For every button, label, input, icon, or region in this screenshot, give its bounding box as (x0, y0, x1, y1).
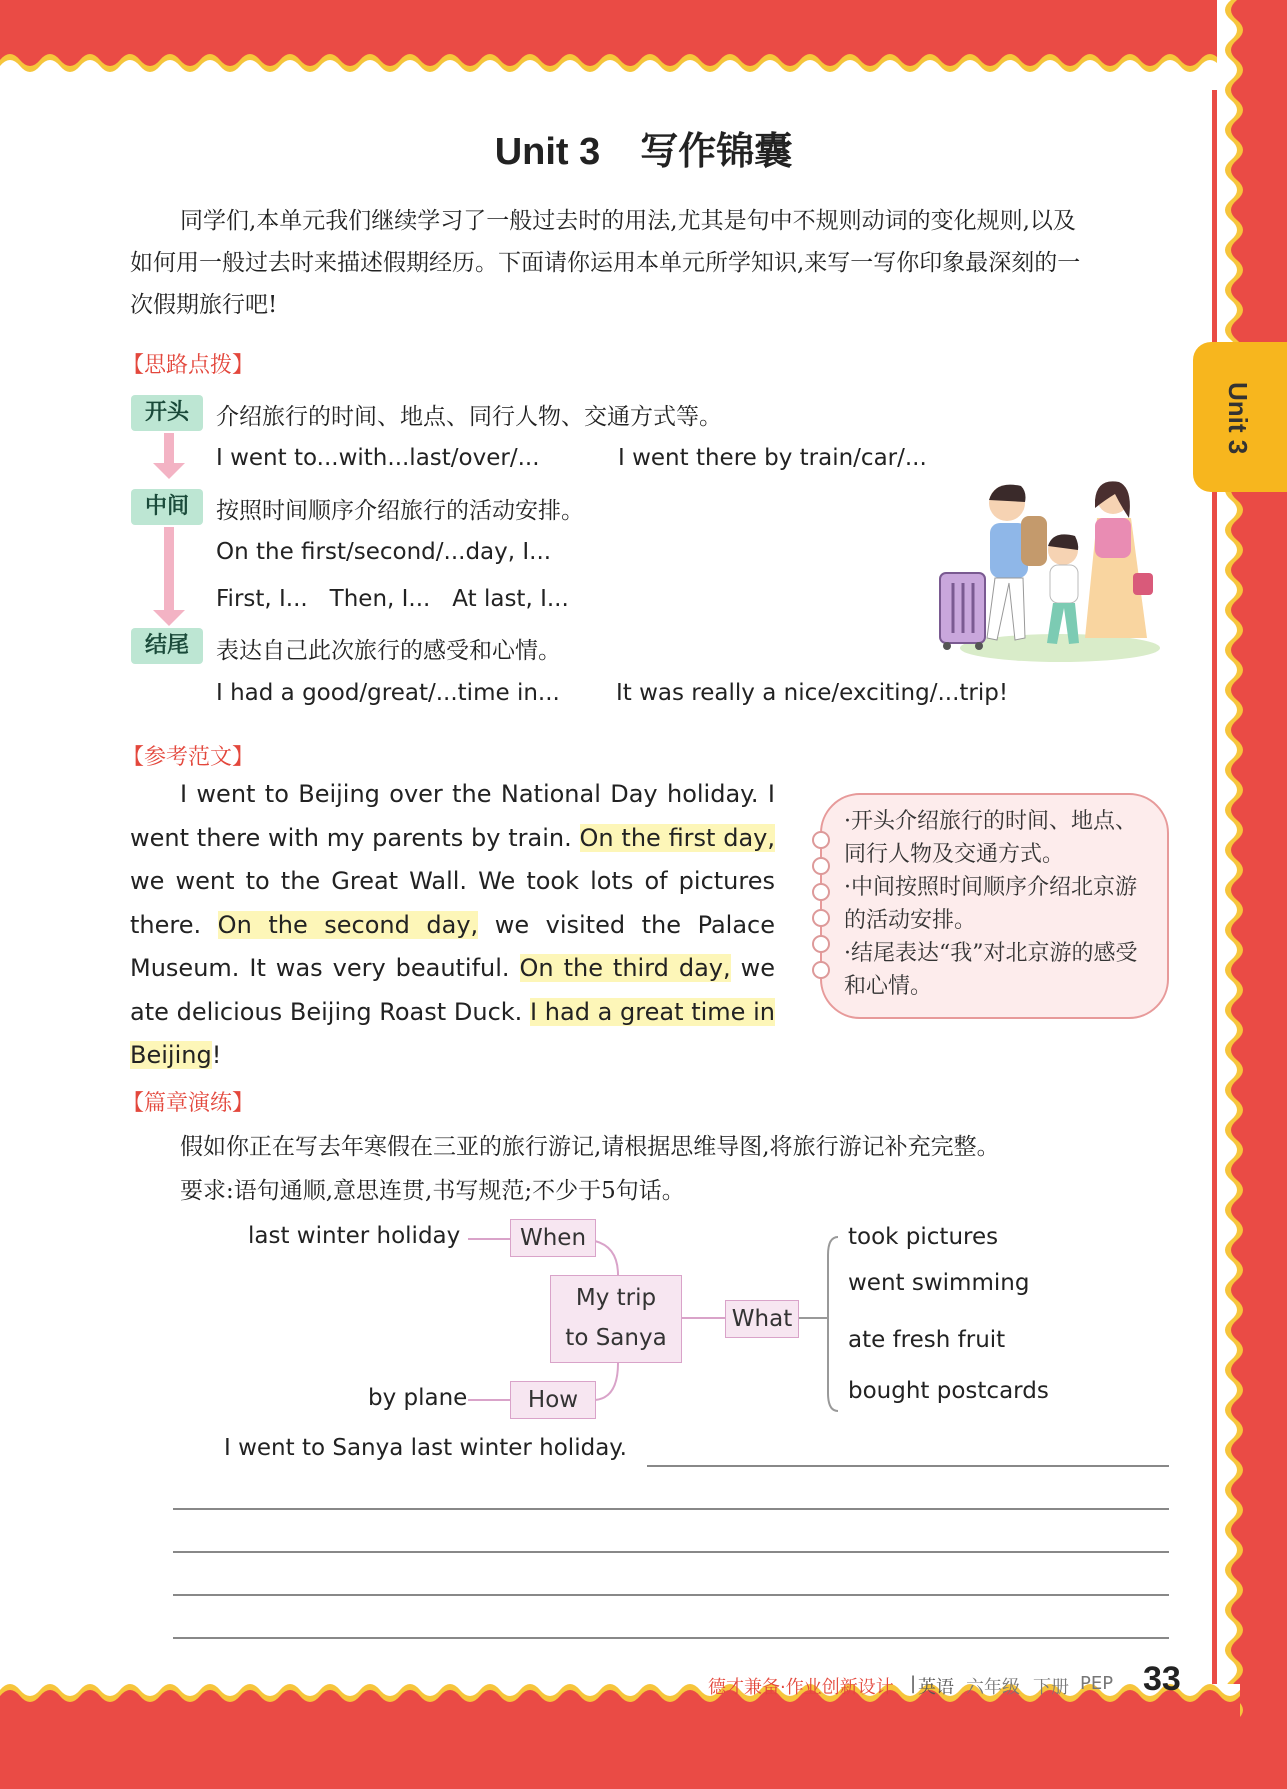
tips-middle-en1: On the first/second/...day, I... (216, 539, 552, 565)
essay-text-5: ! (211, 1041, 222, 1069)
title-cn: 写作锦囊 (640, 131, 793, 173)
tag-end: 结尾 (131, 628, 203, 664)
tips-end-en1: I had a good/great/...time in... (216, 680, 560, 706)
tips-middle-desc: 按照时间顺序介绍旅行的活动安排。 (216, 498, 584, 524)
intro-line-1: 同学们,本单元我们继续学习了一般过去时的用法,尤其是句中不规则动词的变化规则,以及 (180, 208, 1076, 234)
mindmap-how-value: by plane (368, 1385, 468, 1411)
arrowhead-middle-end (153, 610, 185, 626)
tips-end-desc: 表达自己此次旅行的感受和心情。 (216, 638, 561, 664)
answer-line-3[interactable] (173, 1551, 1169, 1553)
essay-text-1: I went to Beijing over the National Day holiday. I went there with my parents by train. (130, 780, 775, 852)
tips-start-en1: I went to...with...last/over/... (216, 445, 540, 471)
practice-requirement: 要求:语句通顺,意思连贯,书写规范;不少于5句话。 (180, 1178, 685, 1204)
essay-text-3: we visited the Palace Museum. It was very beautiful. (130, 910, 775, 982)
answer-line-5[interactable] (173, 1637, 1169, 1639)
footer-edition: PEP (1080, 1673, 1114, 1694)
mindmap-what-box: What (725, 1300, 799, 1338)
essay-text-2: we went to the Great Wall. We took lots of pictures there. (130, 867, 775, 939)
tag-middle: 中间 (131, 489, 203, 525)
mindmap-center-line-2: to Sanya (565, 1325, 667, 1351)
family-travel-illustration (935, 478, 1165, 663)
essay-highlight-2: On the second day, (217, 910, 479, 939)
intro-line-3: 次假期旅行吧! (130, 292, 278, 318)
unit-side-tab-label: Unit 3 (1223, 382, 1253, 455)
mindmap-how-box: How (510, 1381, 596, 1419)
footer-separator: | (910, 1673, 917, 1694)
footer-subject: 英语 (918, 1677, 954, 1698)
tips-start-desc: 介绍旅行的时间、地点、同行人物、交通方式等。 (216, 404, 722, 430)
right-border-decoration (1217, 0, 1287, 1789)
tips-end-en2: It was really a nice/exciting/...trip! (616, 680, 1009, 706)
tips-middle-en2: First, I... Then, I... At last, I... (216, 586, 569, 612)
answer-line-4[interactable] (173, 1594, 1169, 1596)
essay-text-4: we ate delicious Beijing Roast Duck. (130, 954, 775, 1026)
footer-grade: 六年级 (966, 1677, 1020, 1698)
page-title (0, 120, 1287, 175)
mindmap-center-line-1: My trip (575, 1285, 657, 1311)
page-number: 33 (1143, 1660, 1181, 1698)
note-item-2: ·中间按照时间顺序介绍北京游的活动安排。 (844, 875, 1137, 933)
answer-line-2[interactable] (173, 1508, 1169, 1510)
footer-series: 德才兼备·作业创新设计 (708, 1677, 894, 1698)
essay-highlight-4: I had a great time in Beijing (130, 997, 776, 1069)
arrowhead-start-middle (153, 463, 185, 479)
sample-note-card (820, 793, 1169, 1019)
tips-start-en2: I went there by train/car/... (618, 445, 927, 471)
note-item-1: ·开头介绍旅行的时间、地点、同行人物及交通方式。 (844, 809, 1137, 867)
essay-highlight-3: On the third day, (519, 954, 731, 982)
tag-start: 开头 (131, 395, 203, 431)
essay-highlight-1: On the first day, (579, 823, 776, 852)
mindmap-what-item-1: took pictures (848, 1224, 999, 1250)
note-item-3: ·结尾表达“我”对北京游的感受和心情。 (844, 941, 1138, 999)
bottom-border-decoration (0, 1684, 1240, 1789)
section-sample-heading: 【参考范文】 (122, 745, 255, 770)
arrow-middle-end (164, 527, 174, 612)
arrow-start-middle (164, 433, 174, 465)
mindmap-what-item-3: ate fresh fruit (848, 1327, 1006, 1353)
mindmap-when-value: last winter holiday (248, 1223, 461, 1249)
sample-essay (130, 773, 775, 1078)
mindmap-center-box (550, 1275, 682, 1363)
mindmap-what-item-4: bought postcards (848, 1378, 1049, 1404)
practice-task: 假如你正在写去年寒假在三亚的旅行游记,请根据思维导图,将旅行游记补充完整。 (180, 1134, 1000, 1160)
mindmap-when-box: When (510, 1219, 596, 1257)
unit-side-tab (1193, 342, 1287, 492)
practice-start-sentence: I went to Sanya last winter holiday. (224, 1435, 627, 1461)
mindmap-what-item-2: went swimming (848, 1270, 1030, 1296)
section-practice-heading: 【篇章演练】 (122, 1091, 255, 1116)
footer-volume: 下册 (1033, 1677, 1069, 1698)
title-unit: Unit 3 (494, 131, 601, 173)
intro-line-2: 如何用一般过去时来描述假期经历。下面请你运用本单元所学知识,来写一写你印象最深刻的一 (130, 250, 1081, 276)
answer-line-1[interactable] (647, 1465, 1169, 1467)
section-tips-heading: 【思路点拨】 (122, 353, 255, 378)
